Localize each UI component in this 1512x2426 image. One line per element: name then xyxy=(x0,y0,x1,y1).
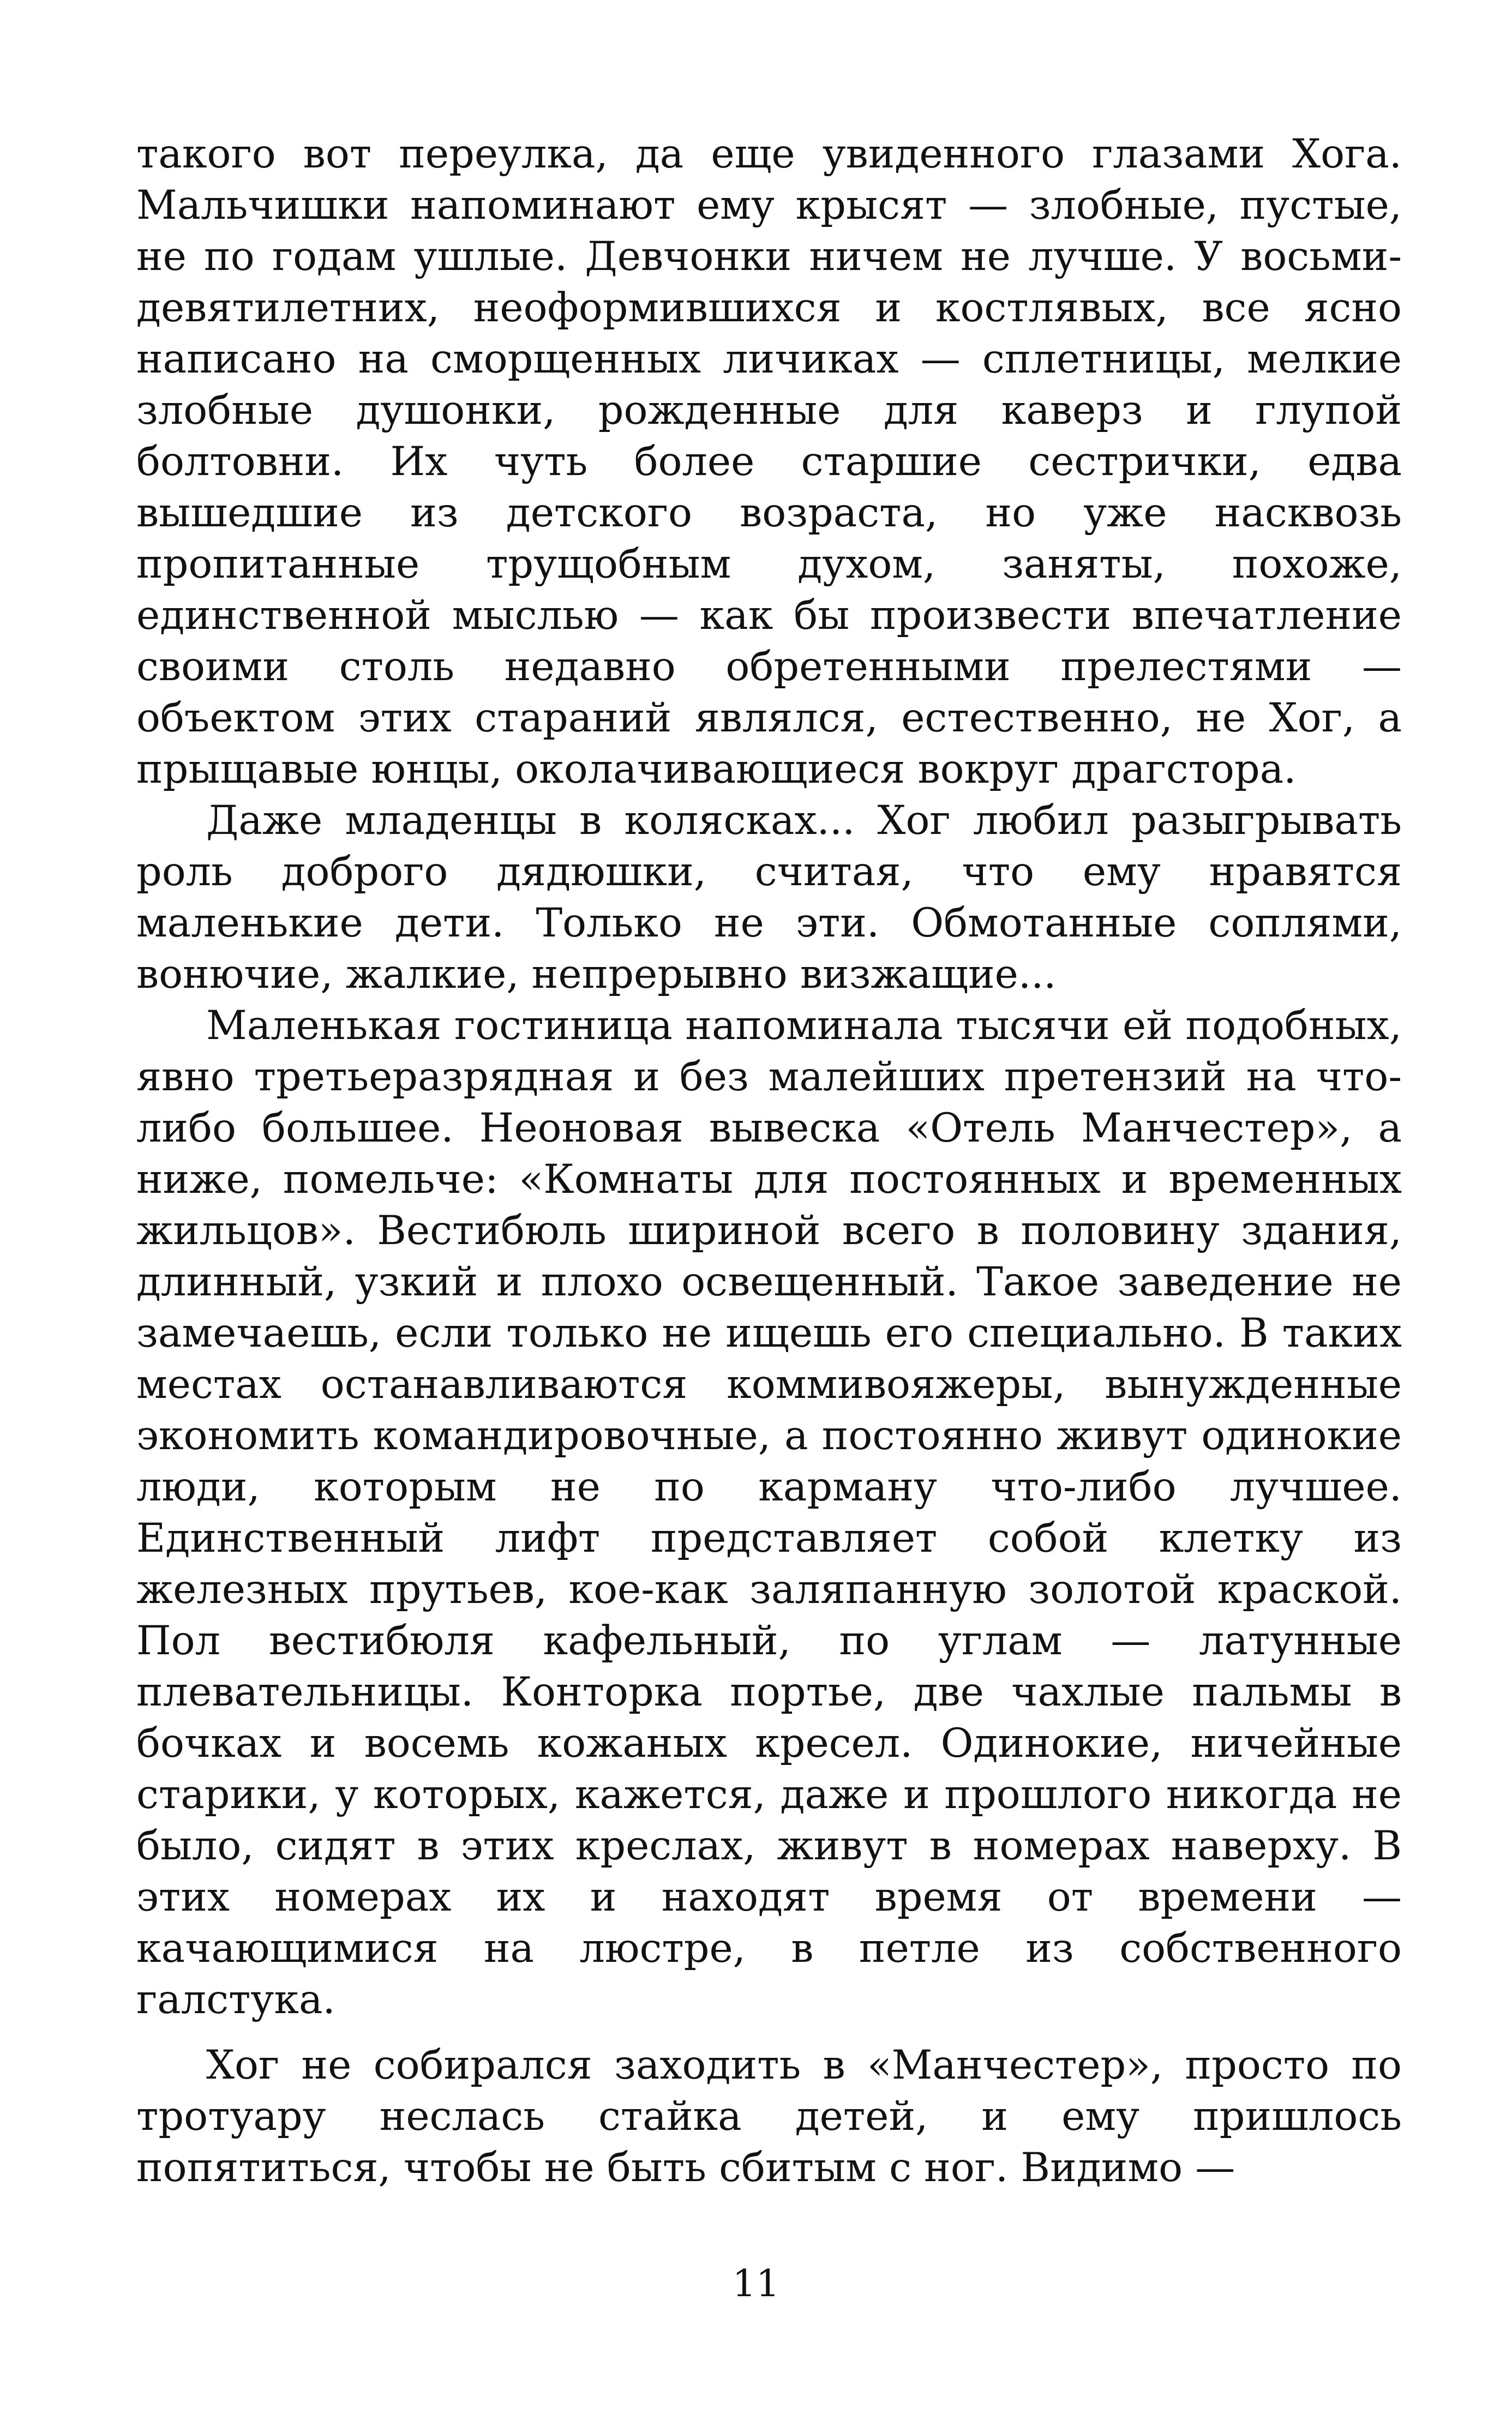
paragraph-continuation: такого вот переулка, да еще увиденного глазами Хога. Мальчишки напоминают ему крысят — злобные, пустые, не по годам ушлые. Девчонки ничем не лучше. У восьми-девятилетних, неоформившихся и костлявых, все ясно написано на сморщенных личиках — сплетницы, мелкие злобные душонки, рожденные для каверз и глупой болтовни. Их чуть более старшие сестрички, едва вышедшие из детского возраста, но уже насквозь пропитанные трущобным духом, заняты, похоже, единственной мыслью — как бы произвести впечатление своими столь недавно обретенными прелестями — объектом этих стараний являлся, естественно, не Хог, а прыщавые юнцы, околачивающиеся вокруг драгстора. xyxy=(136,131,1402,792)
section-text-block xyxy=(136,2040,1402,2194)
paragraph-new-section: Хог не собирался заходить в «Манчестер», просто по тротуару неслась стайка детей, и ему пришлось попятиться, чтобы не быть сбитым с ног. Видимо — xyxy=(136,2042,1402,2191)
main-text-block xyxy=(136,129,1402,2026)
page-number: 11 xyxy=(732,2262,780,2305)
paragraph-infants: Даже младенцы в колясках... Хог любил разыгрывать роль доброго дядюшки, считая, что ему нравятся маленькие дети. Только не эти. Обмотанные соплями, вонючие, жалкие, непрерывно визжащие... xyxy=(136,797,1402,998)
paragraph-hotel: Маленькая гостиница напоминала тысячи ей подобных, явно третьеразрядная и без малейших претензий на что-либо большее. Неоновая вывеска «Отель Манчестер», а ниже, помельче: «Комнаты для постоянных и временных жильцов». Вестибюль шириной всего в половину здания, длинный, узкий и плохо освещенный. Такое заведение не замечаешь, если только не ищешь его специально. В таких местах останавливаются коммивояжеры, вынужденные экономить командировочные, а постоянно живут одинокие люди, которым не по карману что-либо лучшее. Единственный лифт представляет собой клетку из железных прутьев, кое-как заляпанную золотой краской. Пол вестибюля кафельный, по углам — латунные плевательницы. Конторка портье, две чахлые пальмы в бочках и восемь кожаных кресел. Одинокие, ничейные старики, у которых, кажется, даже и прошлого никогда не было, сидят в этих креслах, живут в номерах наверху. В этих номерах их и находят время от времени — качающимися на люстре, в петле из собственного галстука. xyxy=(136,1002,1402,2023)
